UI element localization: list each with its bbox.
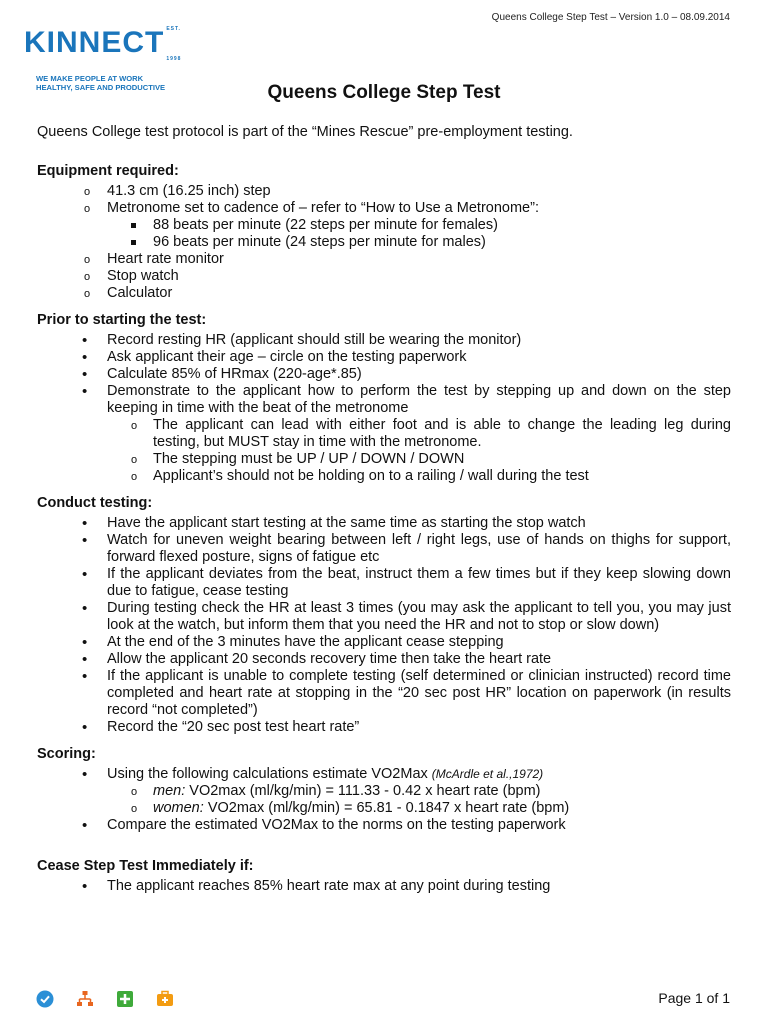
list-item: • Demonstrate to the applicant how to perform the test by stepping up and down on the step keeping in time with the beat of the metronome <box>37 383 731 417</box>
list-item: • The applicant reaches 85% heart rate max at any point during testing <box>37 878 731 895</box>
scoring-list <box>37 766 731 834</box>
list-item: • Allow the applicant 20 seconds recovery time then take the heart rate <box>37 651 731 668</box>
equipment-heading: Equipment required: <box>37 163 179 179</box>
list-item: o Applicant’s should not be holding on to a railing / wall during the test <box>37 468 731 485</box>
list-item: o Stop watch <box>37 268 731 285</box>
list-item: • If the applicant deviates from the beat, instruct them a few times but if they keep slowing down due to fatigue, cease testing <box>37 566 731 600</box>
list-item: • If the applicant is unable to complete testing (self determined or clinician instructed) record time completed and heart rate at stopping in the “20 sec post HR” location on paperwork (in results record “not completed”) <box>37 668 731 719</box>
prior-list <box>37 332 731 485</box>
page-title: Queens College Step Test <box>267 82 501 103</box>
list-item: • Record the “20 sec post test heart rate” <box>37 719 731 736</box>
formula-label-women: women: <box>153 800 204 816</box>
list-item: o Heart rate monitor <box>37 251 731 268</box>
list-item: 88 beats per minute (22 steps per minute for females) <box>37 217 731 234</box>
cease-list <box>37 878 731 895</box>
equipment-section <box>37 163 731 302</box>
intro-text: Queens College test protocol is part of the “Mines Rescue” pre-employment testing. <box>37 124 573 140</box>
plus-icon <box>116 990 134 1008</box>
list-item: o Metronome set to cadence of – refer to “How to Use a Metronome”: <box>37 200 731 217</box>
scoring-section <box>37 746 731 834</box>
list-item <box>37 783 731 800</box>
scoring-item-text: Using the following calculations estimate VO2Max <box>107 766 428 782</box>
document-body <box>37 124 731 905</box>
conduct-heading: Conduct testing: <box>37 495 153 511</box>
list-item: o The stepping must be UP / UP / DOWN / DOWN <box>37 451 731 468</box>
list-item: • Have the applicant start testing at the same time as starting the stop watch <box>37 515 731 532</box>
list-item: • Record resting HR (applicant should still be wearing the monitor) <box>37 332 731 349</box>
list-item: • At the end of the 3 minutes have the applicant cease stepping <box>37 634 731 651</box>
list-item: o 41.3 cm (16.25 inch) step <box>37 183 731 200</box>
list-item: 96 beats per minute (24 steps per minute for males) <box>37 234 731 251</box>
cease-heading: Cease Step Test Immediately if: <box>37 858 254 874</box>
org-chart-icon <box>76 990 94 1008</box>
logo-est: EST. 1998 <box>166 26 182 62</box>
check-circle-icon <box>36 990 54 1008</box>
logo-word: KINNECT <box>24 26 165 59</box>
page-number: Page 1 of 1 <box>658 990 730 1006</box>
list-item: o Calculator <box>37 285 731 302</box>
list-item: o The applicant can lead with either foot and is able to change the leading leg during testing, but MUST stay in time with the metronome. <box>37 417 731 451</box>
list-item: • Calculate 85% of HRmax (220-age*.85) <box>37 366 731 383</box>
list-item <box>37 766 731 783</box>
cease-section <box>37 858 731 895</box>
equipment-list <box>37 183 731 302</box>
list-item: • During testing check the HR at least 3 times (you may ask the applicant to tell you, you may just look at the watch, but inform them that you need the HR and not to stop or slow down) <box>37 600 731 634</box>
list-item <box>37 800 731 817</box>
logo-tagline-2: HEALTHY, SAFE AND PRODUCTIVE <box>36 83 166 92</box>
list-item: • Compare the estimated VO2Max to the norms on the testing paperwork <box>37 817 731 834</box>
formula-women: VO2max (ml/kg/min) = 65.81 - 0.1847 x heart rate (bpm) <box>207 800 570 816</box>
list-item: • Watch for uneven weight bearing between left / right legs, use of hands on thighs for support, forward flexed posture, signs of fatigue etc <box>37 532 731 566</box>
scoring-heading: Scoring: <box>37 746 96 762</box>
first-aid-kit-icon <box>156 990 174 1008</box>
citation: (McArdle et al.,1972) <box>431 767 544 781</box>
formula-label-men: men: <box>153 783 186 799</box>
conduct-section <box>37 495 731 736</box>
formula-men: VO2max (ml/kg/min) = 111.33 - 0.42 x heart rate (bpm) <box>189 783 541 799</box>
doc-version: Queens College Step Test – Version 1.0 – 08.09.2014 <box>491 12 730 23</box>
conduct-list <box>37 515 731 736</box>
list-item: • Ask applicant their age – circle on the testing paperwork <box>37 349 731 366</box>
prior-section <box>37 312 731 485</box>
prior-heading: Prior to starting the test: <box>37 312 207 328</box>
footer-icons <box>36 990 174 1008</box>
kinnect-logo <box>22 12 182 92</box>
logo-tagline-1: WE MAKE PEOPLE AT WORK <box>36 74 144 83</box>
